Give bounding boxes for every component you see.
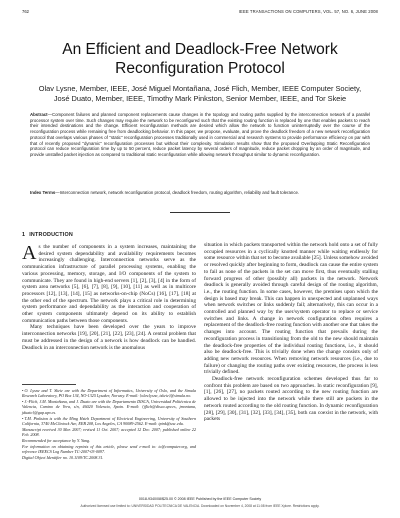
intro-paragraph-2: Many techniques have been developed over the years to improve interconnection networks [19], [20], [21], [22], [23], [24]. A central problem that must be addressed in the design of a network is how deadlock can be handled. Deadlock in an interconnection network is the anomalous (22, 324, 196, 351)
abstract (30, 112, 370, 158)
right-paragraph-2: Deadlock-free network reconfiguration schemes developed thus far to confront this problem are based on two approaches. In static reconfiguration [9], [1], [26], [27], no packets routed according to the new routing function are allowed to be injected into the network while there still are packets in the network routed according to the old routing function. In dynamic reconfiguration [28], [29], [30], [31], [32], [33], [34], [35], both can coexist in the network, with packets (204, 376, 378, 423)
authors-line-1: Olav Lysne, Member, IEEE, José Miguel Montañana, José Flich, Member, IEEE Computer Society, (38, 84, 362, 93)
drop-cap: A (22, 242, 37, 264)
footnote-affiliation-2: •J.-Flich, J.M. Montañana, and J. Duato are with the Departamento DISCA, Universidad Politécnica de Valencia, Camino de Vera, s/n, 46020 Valencia, Spain. E-mail: {jflich@disca.upv.es, jmontana, jduato}@gap.upv.es. (22, 399, 196, 415)
running-head (22, 9, 378, 17)
right-column (204, 242, 378, 423)
abstract-text: —Component failures and planned component replacements cause changes in the topology and routing paths supplied by the interconnection network of a parallel processor system over time. Such changes may require the network to be reconfigured such that the existing routing function is replaced by one that enables packets to reach their intended destinations and the change. Efficient reconfiguration methods are desired which allow the network to function uninterruptedly over the course of the reconfiguration process while remaining free from deadlocking behavior. In this paper, we propose, evaluate, and prove the deadlock freedom of a new network reconfiguration protocol that overlaps various phases of "static" reconfiguration processes traditionally used in commercial and research systems to provide performance efficiency on par with that of recently proposed "dynamic" reconfiguration processes but without their complexity. Simulation results show that the proposed Overlapping Static Reconfiguration protocol can reduce reconfiguration time by up to 50 percent, reduce packet latency by several orders of magnitude, reduce packet dropping by an order of magnitude, and provide unstalled packet injection as compared to traditional static reconfiguration while allowing network throughput similar to dynamic reconfiguration. (30, 112, 370, 157)
footnotes (22, 388, 196, 461)
manuscript-info: Manuscript received 30 Mar. 2007; revised 11 Oct. 2007; accepted 12 Dec. 2007; published online 22 Feb. 2008. (22, 426, 196, 438)
title-line-2: Reconfiguration Protocol (115, 60, 285, 77)
left-column (22, 244, 196, 351)
section-heading (22, 232, 73, 238)
index-terms (30, 190, 370, 196)
index-terms-text: —Interconnection network, network reconfiguration protocol, deadlock freedom, routing algorithm, reliability and fault tolerance. (55, 190, 300, 195)
recommended-by: Recommended for acceptance by Y. Yang. (22, 438, 91, 444)
footnote-rule (22, 384, 76, 385)
doi-info: Digital Object Identifier no. 10.1109/TC.2008.31. (22, 455, 104, 461)
download-notice: Authorized licensed use limited to: UNIVERSIDAD POLITECNICA DE VALENCIA. Downloaded on November 4, 2008 at 11:08 from IEEE Xplore. Restrictions apply. (80, 504, 320, 508)
section-title: INTRODUCTION (29, 232, 73, 238)
page-number: 762 (22, 9, 29, 14)
abstract-label: Abstract (30, 112, 48, 117)
authors-line-2: José Duato, Member, IEEE, Timothy Mark Pinkston, Senior Member, IEEE, and Tor Skeie (53, 94, 347, 103)
section-number: 1 (22, 232, 26, 238)
footnote-affiliation-3: •T.M. Pinkston is with the Ming Hsieh Department of Electrical Engineering, University of Southern California, 3740 McClintock Ave, EEB 208, Los Angeles, CA 90089-2562. E-mail: tpink@usc.edu. (22, 415, 196, 426)
title-line-1: An Efficient and Deadlock-Free Network (62, 41, 338, 58)
intro-paragraph-1: As the number of components in a system increases, maintaining the desired system dependability and availability requirements becomes increasingly challenging. Interconnection networks serve as the communication infrastructure of parallel processing systems, enabling the various processing, memory, storage, and I/O components of the system to communicate. They are found in high-end servers [1], [2], [3], [4] in the form of system area networks [5], [6], [7], [8], [9], [10], [11] as well as in multicore processors [12], [13], [14], [15] as networks-on-chip (NoCs) [16], [17], [18] at the other end of the spectrum. The network plays a critical role in determining system performance and dependability as the interaction and cooperation of other system components ultimately depend on its ability to establish communication paths between those components. (22, 242, 196, 324)
footnote-affiliation-1: •O. Lysne and T. Skeie are with the Department of Informatics, University of Oslo, and the Simula Research Laboratory, PO Box 134, NO-1325 Lysaker, Norway. E-mail: {olav.lysne, tskeie}@simula.no. (22, 388, 196, 399)
reprint-info: For information on obtaining reprints of this article, please send e-mail to: tc@computer.org, and reference IEEECS Log Number TC-2007-03-0097. (22, 444, 196, 455)
index-terms-label: Index Terms (30, 190, 56, 195)
copyright-line: 0018-9340/08/$25.00 © 2008 IEEE Published by the IEEE Computer Society (138, 497, 262, 501)
paper-title (20, 40, 380, 78)
right-paragraph-1: situation in which packets transported within the network hold onto a set of fully occupied resources in a cyclically knotted manner while waiting endlessly for some resource within that set to become available [25]. Unless somehow avoided or resolved quickly after beginning to form, deadlock can cause the entire system to fail as none of the packets in the set can move first, thus eventually stalling forward progress of other (possibly all) packets in the network. Network deadlock is generally avoided through careful design of the routing algorithm, i.e., the routing function. In some cases, however, the premises upon which the design is based may break. This can happen in unexpected and unplanned ways when network switches or links suddenly fail; alternatively, this can occur in a controlled and planned way by the user/system operator to replace or service switches and links. A change in network configuration often requires a replacement of the deadlock-free routing function with another one that takes the changes into account. The routing function that prevails during the reconfiguration process in transitioning from the old to the new should maintain the deadlock-free properties of the individual routing functions, i.e., it should also be deadlock-free. This is trivially done when the change consists only of adding new network resources. When removing network resources (i.e., due to failure) or changing the routing paths over existing resources, the process is less trivially defined. (204, 242, 378, 376)
author-list (22, 84, 378, 104)
journal-header: IEEE TRANSACTIONS ON COMPUTERS, VOL. 57, NO. 6, JUNE 2008 (238, 9, 378, 14)
section-divider (170, 212, 230, 213)
